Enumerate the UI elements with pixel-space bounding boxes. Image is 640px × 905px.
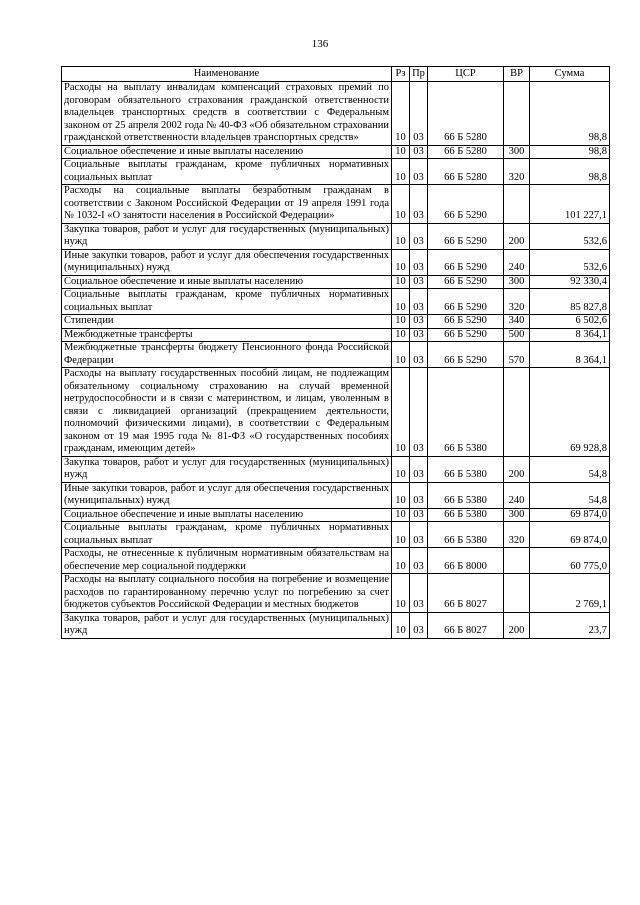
row-csr: 66 Б 5290 [428,185,504,224]
row-sum: 532,6 [530,249,610,275]
row-rz: 10 [392,612,410,638]
table-row [62,574,610,613]
row-pr: 03 [410,159,428,185]
row-sum: 92 330,4 [530,275,610,289]
row-rz: 10 [392,223,410,249]
table-row [62,328,610,342]
row-sum: 54,8 [530,456,610,482]
table-row [62,548,610,574]
row-pr: 03 [410,508,428,522]
table-row [62,368,610,457]
row-csr: 66 Б 5280 [428,159,504,185]
row-name: Социальные выплаты гражданам, кроме публичных нормативных социальных выплат [62,159,392,185]
row-rz: 10 [392,82,410,146]
col-header-rz: Рз [392,67,410,82]
row-vr: 240 [504,249,530,275]
row-vr [504,82,530,146]
row-name: Закупка товаров, работ и услуг для государственных (муниципальных) нужд [62,223,392,249]
row-sum: 6 502,6 [530,315,610,329]
row-csr: 66 Б 5380 [428,456,504,482]
row-csr: 66 Б 5290 [428,275,504,289]
row-name: Межбюджетные трансферты [62,328,392,342]
row-sum: 23,7 [530,612,610,638]
table-row [62,249,610,275]
row-vr [504,185,530,224]
row-pr: 03 [410,289,428,315]
row-name: Иные закупки товаров, работ и услуг для обеспечения государственных (муниципальных) нужд [62,249,392,275]
row-vr [504,574,530,613]
row-rz: 10 [392,315,410,329]
row-name: Расходы на выплату инвалидам компенсаций страховых премий по договорам обязательного страхования гражданской ответственности владельцев транспортных средств в соответствии с Федеральным законом от 25 апреля 2002 года № 40-ФЗ «Об обязательном страховании гражданской ответственности владельцев транспортных средств» [62,82,392,146]
row-vr: 200 [504,223,530,249]
table-row [62,612,610,638]
table-row [62,185,610,224]
row-name: Социальное обеспечение и иные выплаты населению [62,275,392,289]
row-csr: 66 Б 5290 [428,223,504,249]
row-csr: 66 Б 5290 [428,249,504,275]
row-name: Социальное обеспечение и иные выплаты населению [62,508,392,522]
row-vr: 570 [504,342,530,368]
row-sum: 98,8 [530,82,610,146]
row-pr: 03 [410,522,428,548]
row-name: Стипендии [62,315,392,329]
table-row [62,315,610,329]
row-rz: 10 [392,275,410,289]
row-sum: 8 364,1 [530,328,610,342]
row-csr: 66 Б 8027 [428,574,504,613]
row-csr: 66 Б 5280 [428,145,504,159]
row-rz: 10 [392,185,410,224]
col-header-name: Наименование [62,67,392,82]
row-rz: 10 [392,342,410,368]
row-sum: 69 874,0 [530,508,610,522]
row-pr: 03 [410,548,428,574]
row-rz: 10 [392,289,410,315]
row-vr: 500 [504,328,530,342]
row-pr: 03 [410,368,428,457]
row-rz: 10 [392,145,410,159]
row-vr: 320 [504,289,530,315]
row-pr: 03 [410,342,428,368]
row-sum: 69 874,0 [530,522,610,548]
row-name: Иные закупки товаров, работ и услуг для обеспечения государственных (муниципальных) нужд [62,482,392,508]
row-rz: 10 [392,328,410,342]
col-header-csr: ЦСР [428,67,504,82]
row-name: Социальные выплаты гражданам, кроме публичных нормативных социальных выплат [62,289,392,315]
row-vr [504,368,530,457]
row-rz: 10 [392,574,410,613]
row-csr: 66 Б 5290 [428,289,504,315]
row-sum: 98,8 [530,159,610,185]
header-row [62,67,610,82]
row-pr: 03 [410,145,428,159]
row-csr: 66 Б 8000 [428,548,504,574]
row-csr: 66 Б 5280 [428,82,504,146]
row-pr: 03 [410,249,428,275]
row-rz: 10 [392,548,410,574]
row-sum: 8 364,1 [530,342,610,368]
row-pr: 03 [410,223,428,249]
row-csr: 66 Б 5290 [428,315,504,329]
row-sum: 54,8 [530,482,610,508]
row-name: Расходы, не отнесенные к публичным нормативным обязательствам на обеспечение мер социальной поддержки [62,548,392,574]
table-row [62,456,610,482]
col-header-pr: Пр [410,67,428,82]
table-row [62,223,610,249]
row-rz: 10 [392,368,410,457]
row-sum: 69 928,8 [530,368,610,457]
col-header-vr: ВР [504,67,530,82]
table-row [62,159,610,185]
budget-table [61,66,610,639]
row-sum: 532,6 [530,223,610,249]
row-pr: 03 [410,328,428,342]
table-row [62,145,610,159]
row-vr: 300 [504,508,530,522]
row-name: Расходы на выплату социального пособия на погребение и возмещение расходов по гарантированному перечню услуг по погребению за счет бюджетов субъектов Российской Федерации и местных бюджетов [62,574,392,613]
table-row [62,82,610,146]
row-pr: 03 [410,275,428,289]
row-name: Закупка товаров, работ и услуг для государственных (муниципальных) нужд [62,456,392,482]
table-row [62,508,610,522]
row-csr: 66 Б 5380 [428,522,504,548]
row-csr: 66 Б 8027 [428,612,504,638]
table-row [62,342,610,368]
row-pr: 03 [410,185,428,224]
row-name: Социальное обеспечение и иные выплаты населению [62,145,392,159]
row-csr: 66 Б 5290 [428,342,504,368]
row-pr: 03 [410,482,428,508]
table-row [62,522,610,548]
row-name: Межбюджетные трансферты бюджету Пенсионного фонда Российской Федерации [62,342,392,368]
row-rz: 10 [392,249,410,275]
row-sum: 98,8 [530,145,610,159]
row-rz: 10 [392,522,410,548]
table-row [62,482,610,508]
page-number: 136 [311,38,329,50]
row-rz: 10 [392,456,410,482]
row-csr: 66 Б 5380 [428,482,504,508]
row-pr: 03 [410,574,428,613]
row-vr: 200 [504,456,530,482]
row-pr: 03 [410,612,428,638]
row-name: Расходы на выплату государственных пособий лицам, не подлежащим обязательному социальному страхованию на случай временной нетрудоспособности и в связи с материнством, и лицам, уволенным в связи с ликвидацией организаций (прекращением деятельности, полномочий физическими лицами), в соответствии с Федеральным законом от 19 мая 1995 года № 81-ФЗ «О государственных пособиях гражданам, имеющим детей» [62,368,392,457]
row-name: Социальные выплаты гражданам, кроме публичных нормативных социальных выплат [62,522,392,548]
row-sum: 60 775,0 [530,548,610,574]
col-header-sum: Сумма [530,67,610,82]
row-vr: 200 [504,612,530,638]
row-csr: 66 Б 5380 [428,368,504,457]
row-name: Закупка товаров, работ и услуг для государственных (муниципальных) нужд [62,612,392,638]
row-sum: 2 769,1 [530,574,610,613]
row-vr [504,548,530,574]
row-sum: 85 827,8 [530,289,610,315]
row-vr: 300 [504,145,530,159]
row-vr: 320 [504,159,530,185]
row-pr: 03 [410,315,428,329]
row-csr: 66 Б 5380 [428,508,504,522]
row-rz: 10 [392,159,410,185]
row-vr: 320 [504,522,530,548]
row-pr: 03 [410,456,428,482]
row-pr: 03 [410,82,428,146]
row-name: Расходы на социальные выплаты безработным гражданам в соответствии с Законом Российской Федерации от 19 апреля 1991 года № 1032-I «О занятости населения в Российской Федерации» [62,185,392,224]
row-rz: 10 [392,482,410,508]
row-vr: 300 [504,275,530,289]
row-csr: 66 Б 5290 [428,328,504,342]
row-rz: 10 [392,508,410,522]
row-sum: 101 227,1 [530,185,610,224]
row-vr: 240 [504,482,530,508]
row-vr: 340 [504,315,530,329]
table-row [62,289,610,315]
table-row [62,275,610,289]
